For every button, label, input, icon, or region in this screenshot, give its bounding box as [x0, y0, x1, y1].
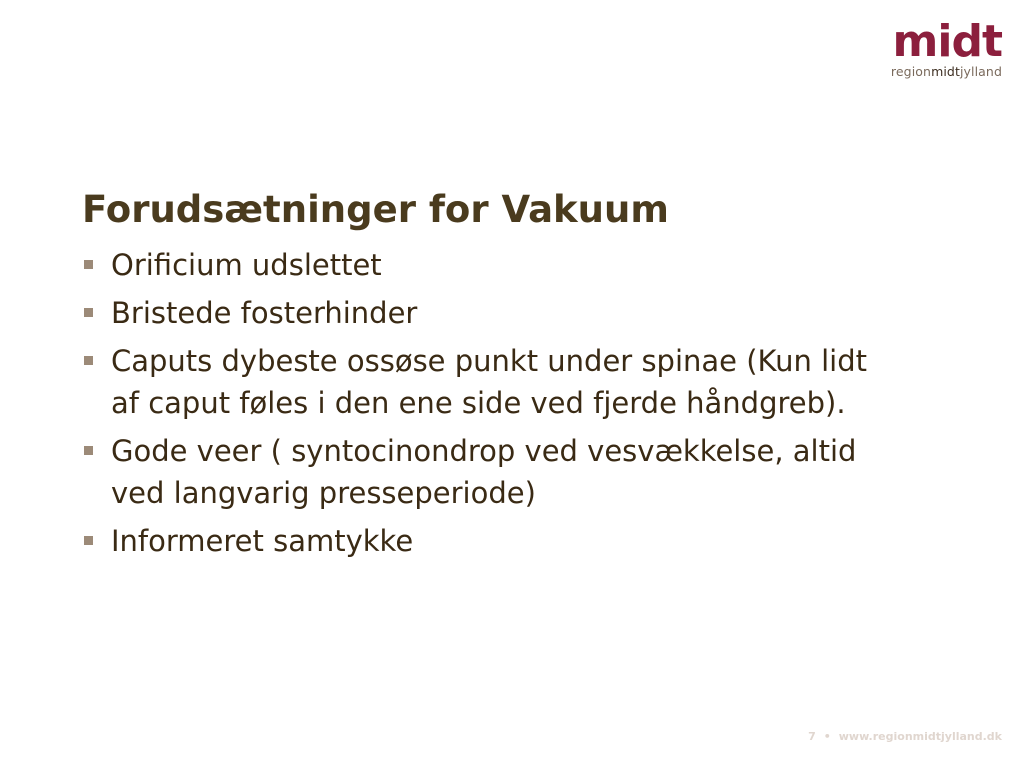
square-bullet-icon	[84, 536, 93, 545]
region-midtjylland-logo	[877, 16, 1002, 79]
bullet-list	[82, 244, 882, 568]
square-bullet-icon	[84, 308, 93, 317]
footer-url: www.regionmidtjylland.dk	[838, 730, 1002, 743]
bullet-text: Orificium udslettet	[111, 248, 382, 282]
bullet-item	[82, 292, 882, 334]
bullet-text: Gode veer ( syntocinondrop ved vesvækkelse, altid ved langvarig presseperiode)	[111, 434, 857, 510]
square-bullet-icon	[84, 356, 93, 365]
logo-wordmark: midt	[892, 16, 1002, 67]
square-bullet-icon	[84, 260, 93, 269]
footer-separator: •	[823, 730, 831, 743]
page-number: 7	[808, 730, 816, 743]
bullet-text: Bristede fosterhinder	[111, 296, 418, 330]
bullet-item	[82, 340, 882, 424]
bullet-item	[82, 520, 882, 562]
logo-tagline-jylland: jylland	[959, 64, 1002, 79]
logo-tagline	[877, 65, 1002, 79]
bullet-text: Caputs dybeste ossøse punkt under spinae (Kun lidt af caput føles i den ene side ved fjerde håndgreb).	[111, 344, 867, 420]
square-bullet-icon	[84, 446, 93, 455]
bullet-item	[82, 430, 882, 514]
bullet-item	[82, 244, 882, 286]
slide-title: Forudsætninger for Vakuum	[82, 188, 669, 231]
bullet-text: Informeret samtykke	[111, 524, 414, 558]
logo-tagline-region: region	[890, 64, 932, 79]
logo-tagline-midt: midt	[931, 64, 960, 79]
slide-footer	[808, 730, 1002, 744]
